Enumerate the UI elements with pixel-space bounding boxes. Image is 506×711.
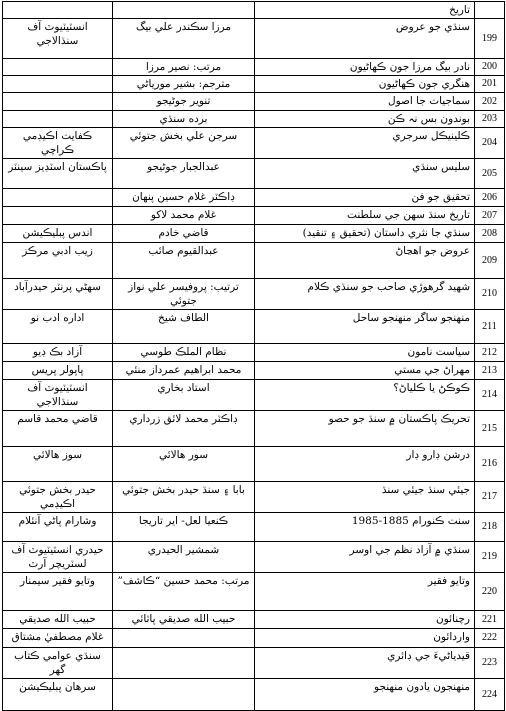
catalog-row — [3, 573, 505, 611]
publisher-cell: حبيب الله صديقي — [3, 611, 113, 629]
author-cell: شمشير الحيدري — [113, 542, 255, 573]
publisher-cell: سهڻي پرنٽر حيدرآباد — [3, 279, 113, 310]
catalog-row — [3, 225, 505, 243]
title-cell: وتايو فقير — [255, 573, 475, 611]
entry-number-cell: 222 — [475, 629, 505, 648]
entry-number-cell: 199 — [475, 19, 505, 59]
publisher-cell: سنڌي عوامي ڪتاب گهر — [3, 648, 113, 679]
title-cell: سياست نامون — [255, 344, 475, 362]
catalog-row — [3, 207, 505, 225]
title-cell: تحريڪ پاڪستان ۾ سنڌ جو حصو — [255, 411, 475, 447]
author-cell: سور هالائي — [113, 447, 255, 482]
title-cell: درشن ڊارو ڊار — [255, 447, 475, 482]
catalog-row — [3, 76, 505, 93]
title-cell: بوندون بس نہ ڪن — [255, 111, 475, 128]
author-cell: عبدالقيوم صائب — [113, 243, 255, 279]
author-cell: سرجن علي بخش جتوئي — [113, 128, 255, 159]
entry-number-cell: 221 — [475, 611, 505, 629]
catalog-body — [3, 2, 505, 711]
catalog-row — [3, 128, 505, 159]
title-cell: سليس سنڌي — [255, 159, 475, 189]
author-cell: استاد بخاري — [113, 380, 255, 411]
author-cell: محمد ابراهيم عمرداز منئي — [113, 362, 255, 380]
publisher-cell: وتايو فقير سيمنار — [3, 573, 113, 611]
entry-number-cell: 218 — [475, 513, 505, 542]
title-cell: سنڌي جو عروض — [255, 19, 475, 59]
publisher-cell: زيب ادبي مرڪز — [3, 243, 113, 279]
entry-number-cell: 220 — [475, 573, 505, 611]
entry-number-cell: 201 — [475, 76, 505, 93]
publisher-cell — [3, 111, 113, 128]
title-cell: تاريخ — [255, 2, 475, 19]
catalog-row — [3, 542, 505, 573]
title-cell: سنڌي ۾ آزاد نظم جي اوسر — [255, 542, 475, 573]
catalog-row — [3, 243, 505, 279]
publisher-cell — [3, 93, 113, 111]
entry-number-cell: 215 — [475, 411, 505, 447]
author-cell: تنوير جوڻيجو — [113, 93, 255, 111]
entry-number-cell: 208 — [475, 225, 505, 243]
title-cell: تحقيق جو فن — [255, 189, 475, 207]
author-cell: ڊاڪٽر محمد لائق زرداري — [113, 411, 255, 447]
publisher-cell — [3, 189, 113, 207]
title-cell: ڪوڪڻ يا ڪلياڻ؟ — [255, 380, 475, 411]
catalog-row — [3, 380, 505, 411]
catalog-row — [3, 513, 505, 542]
catalog-row — [3, 279, 505, 310]
title-cell: قيدياڻيءَ جي ڊائري — [255, 648, 475, 679]
catalog-row — [3, 111, 505, 128]
author-cell — [113, 648, 255, 679]
entry-number-cell: 202 — [475, 93, 505, 111]
publisher-cell: انسٽيٽيوٽ آف سنڌالاجي — [3, 380, 113, 411]
author-cell: غلام محمد لاکو — [113, 207, 255, 225]
author-cell: مرتب: محمد حسين “ڪاشف” — [113, 573, 255, 611]
title-cell: شهيد گرهوڙي صاحب جو سنڌي ڪلام — [255, 279, 475, 310]
book-catalog-table — [2, 1, 505, 711]
catalog-row — [3, 189, 505, 207]
author-cell: برده سنڌي — [113, 111, 255, 128]
entry-number-cell: 203 — [475, 111, 505, 128]
author-cell: ڊاڪٽر غلام حسين پنهان — [113, 189, 255, 207]
catalog-row — [3, 93, 505, 111]
publisher-cell: سرهان پبليڪيشن — [3, 679, 113, 711]
catalog-row — [3, 362, 505, 380]
entry-number-cell: 209 — [475, 243, 505, 279]
author-cell: قاضي خادم — [113, 225, 255, 243]
author-cell — [113, 2, 255, 19]
entry-number-cell: 217 — [475, 482, 505, 513]
title-cell: نادر بيگ مرزا جون ڪهاڻيون — [255, 59, 475, 76]
entry-number-cell: 207 — [475, 207, 505, 225]
author-cell: مترجم: بشير مورياڻي — [113, 76, 255, 93]
entry-number-cell: 216 — [475, 447, 505, 482]
catalog-row — [3, 19, 505, 59]
author-cell: مرزا سڪندر علي بيگ — [113, 19, 255, 59]
entry-number-cell: 205 — [475, 159, 505, 189]
publisher-cell — [3, 207, 113, 225]
entry-number-cell — [475, 2, 505, 19]
title-cell: تاريخ سنڌ سهن جي سلطنت — [255, 207, 475, 225]
catalog-row — [3, 679, 505, 711]
entry-number-cell: 224 — [475, 679, 505, 711]
catalog-row — [3, 447, 505, 482]
author-cell: نظام الملڪ طوسي — [113, 344, 255, 362]
entry-number-cell: 213 — [475, 362, 505, 380]
title-cell: ڪلينيڪل سرجري — [255, 128, 475, 159]
catalog-row — [3, 344, 505, 362]
publisher-cell — [3, 59, 113, 76]
publisher-cell: غلام مصطفيٰ مشتاق — [3, 629, 113, 648]
publisher-cell: پاپولر پريس — [3, 362, 113, 380]
title-cell: سماجيات جا اصول — [255, 93, 475, 111]
publisher-cell — [3, 2, 113, 19]
publisher-cell: پاڪستان اسٽڊيز سينٽر — [3, 159, 113, 189]
publisher-cell: وشارام پاڻي آنئلام — [3, 513, 113, 542]
catalog-row — [3, 629, 505, 648]
catalog-row — [3, 411, 505, 447]
publisher-cell: انسٽيٽيوٽ آف سنڌالاجي — [3, 19, 113, 59]
catalog-row — [3, 648, 505, 679]
publisher-cell: اندس پبليڪيشن — [3, 225, 113, 243]
publisher-cell: حيدر بخش جتوئي اڪيڊمي — [3, 482, 113, 513]
author-cell: مرتب: نصير مرزا — [113, 59, 255, 76]
publisher-cell: آزاد بڪ ڊيو — [3, 344, 113, 362]
title-cell: هنگري جون ڪهاڻيون — [255, 76, 475, 93]
author-cell: عبدالجبار جوڻيجو — [113, 159, 255, 189]
entry-number-cell: 219 — [475, 542, 505, 573]
title-cell: سنت ڪنورام 1885-1985 — [255, 513, 475, 542]
catalog-row — [3, 159, 505, 189]
entry-number-cell: 210 — [475, 279, 505, 310]
title-cell: جيئي سنڌ جيئي سنڌ — [255, 482, 475, 513]
entry-number-cell: 204 — [475, 128, 505, 159]
catalog-row — [3, 611, 505, 629]
publisher-cell: سوز هالائي — [3, 447, 113, 482]
author-cell: الطاف شيخ — [113, 310, 255, 344]
entry-number-cell: 212 — [475, 344, 505, 362]
entry-number-cell: 214 — [475, 380, 505, 411]
entry-number-cell: 200 — [475, 59, 505, 76]
author-cell: حبيب الله صديقي پاٽائي — [113, 611, 255, 629]
title-cell: سنڌي جا نثري داستان (تحقيق ۽ تنقيد) — [255, 225, 475, 243]
entry-number-cell: 223 — [475, 648, 505, 679]
author-cell — [113, 629, 255, 648]
title-cell: منهنجو ساگر منهنجو ساحل — [255, 310, 475, 344]
title-cell: مهراڻ جي مستي — [255, 362, 475, 380]
entry-number-cell: 211 — [475, 310, 505, 344]
section-header-row — [3, 2, 505, 19]
title-cell: منهنجون يادون منهنجو — [255, 679, 475, 711]
publisher-cell: حيدري انسٽيٽيوٽ آف لسٽريچر آرٽ — [3, 542, 113, 573]
publisher-cell: قاضي محمد قاسم — [3, 411, 113, 447]
publisher-cell — [3, 76, 113, 93]
title-cell: رچنائون — [255, 611, 475, 629]
catalog-row — [3, 59, 505, 76]
publisher-cell: ڪفايت اڪيڊمي ڪراچي — [3, 128, 113, 159]
author-cell — [113, 679, 255, 711]
title-cell: عروض جو اهڃاڻ — [255, 243, 475, 279]
author-cell: ڪنعيا لعل- اير تاريجا — [113, 513, 255, 542]
catalog-row — [3, 482, 505, 513]
catalog-row — [3, 310, 505, 344]
author-cell: بابا ۽ سنڌ حيدر بخش جتوئي — [113, 482, 255, 513]
author-cell: ترتيب: پروفيسر علي نواز جتوئي — [113, 279, 255, 310]
entry-number-cell: 206 — [475, 189, 505, 207]
publisher-cell: اداره ادب نو — [3, 310, 113, 344]
title-cell: واردائون — [255, 629, 475, 648]
